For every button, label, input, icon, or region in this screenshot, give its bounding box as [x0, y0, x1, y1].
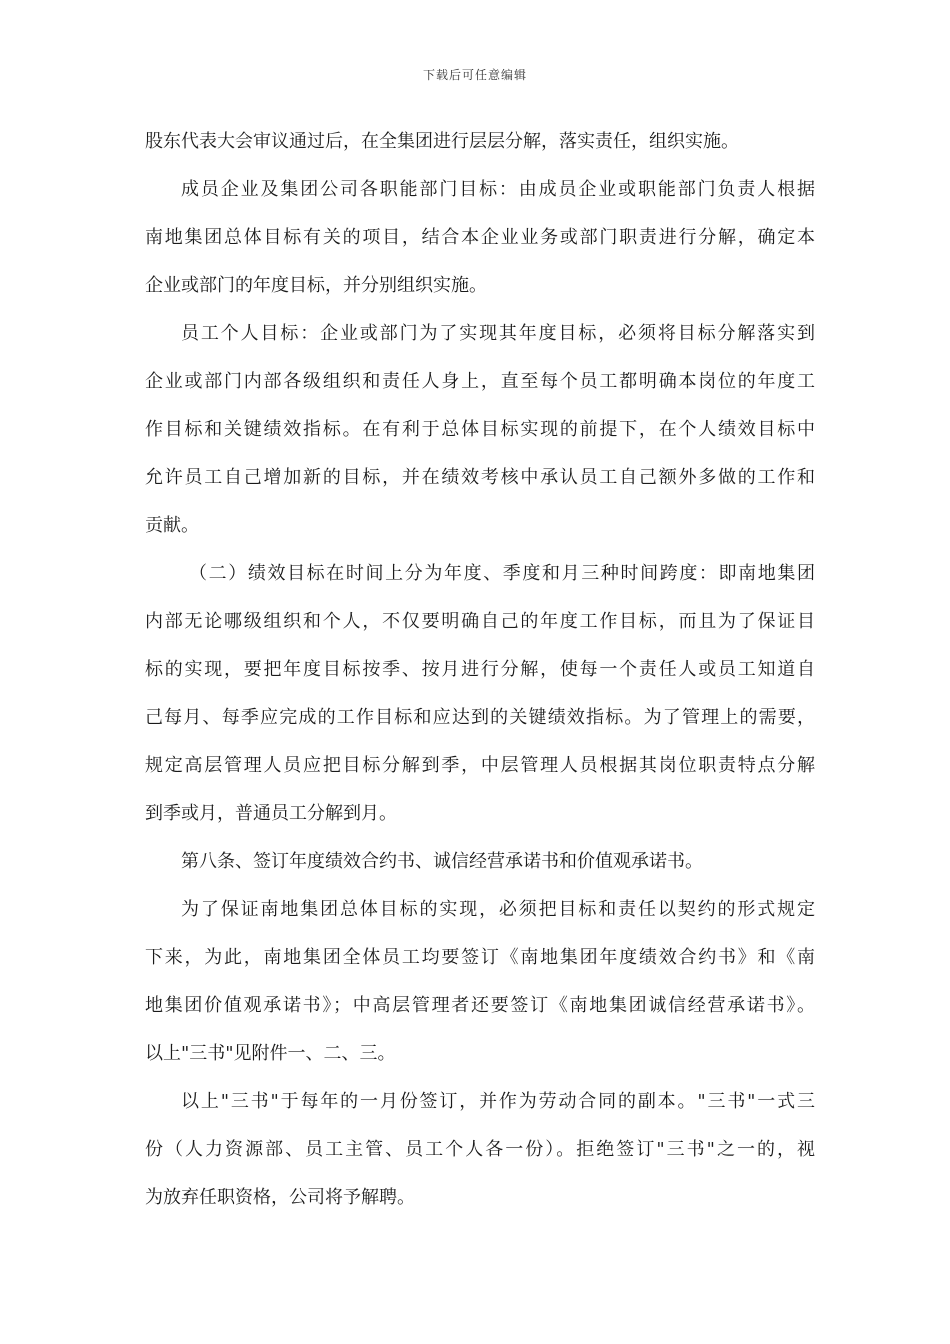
- text-line: 己每月、每季应完成的工作目标和应达到的关键绩效指标。为了管理上的需要，: [145, 707, 815, 728]
- text-line: 南地集团总体目标有关的项目，结合本企业业务或部门职责进行分解，确定本: [145, 227, 815, 248]
- text-line: 为放弃任职资格，公司将予解聘。: [145, 1187, 415, 1208]
- text-line: 第八条、签订年度绩效合约书、诚信经营承诺书和价值观承诺书。: [181, 851, 703, 872]
- text-line: 内部无论哪级组织和个人，不仅要明确自己的年度工作目标，而且为了保证目: [145, 611, 815, 632]
- text-line: 员工个人目标：企业或部门为了实现其年度目标，必须将目标分解落实到: [181, 323, 815, 344]
- page-header: 下载后可任意编辑: [422, 68, 527, 82]
- text-line: 成员企业及集团公司各职能部门目标：由成员企业或职能部门负责人根据: [181, 179, 815, 200]
- text-line: 规定高层管理人员应把目标分解到季，中层管理人员根据其岗位职责特点分解: [145, 755, 815, 776]
- text-line: （二）绩效目标在时间上分为年度、季度和月三种时间跨度：即南地集团: [189, 563, 815, 584]
- text-line: 贡献。: [145, 515, 199, 536]
- text-line: 企业或部门内部各级组织和责任人身上，直至每个员工都明确本岗位的年度工: [145, 371, 815, 392]
- text-line: 地集团价值观承诺书》；中高层管理者还要签订《南地集团诚信经营承诺书》。: [145, 995, 815, 1016]
- text-line: 以上"三书"于每年的一月份签订，并作为劳动合同的副本。"三书"一式三: [181, 1091, 815, 1112]
- text-line: 作目标和关键绩效指标。在有利于总体目标实现的前提下，在个人绩效目标中: [145, 419, 815, 440]
- text-line: 下来，为此，南地集团全体员工均要签订《南地集团年度绩效合约书》和《南: [145, 947, 815, 968]
- text-line: 企业或部门的年度目标，并分别组织实施。: [145, 275, 487, 296]
- text-line: 标的实现，要把年度目标按季、按月进行分解，使每一个责任人或员工知道自: [145, 659, 815, 680]
- text-line: 为了保证南地集团总体目标的实现，必须把目标和责任以契约的形式规定: [181, 899, 815, 920]
- document-body: [145, 118, 815, 1222]
- text-line: 股东代表大会审议通过后，在全集团进行层层分解，落实责任，组织实施。: [145, 131, 739, 152]
- text-line: 以上"三书"见附件一、二、三。: [145, 1043, 396, 1064]
- text-line: 允许员工自己增加新的目标，并在绩效考核中承认员工自己额外多做的工作和: [145, 467, 815, 488]
- text-line: 份（人力资源部、员工主管、员工个人各一份）。拒绝签订"三书"之一的，视: [145, 1139, 815, 1160]
- text-line: 到季或月，普通员工分解到月。: [145, 803, 397, 824]
